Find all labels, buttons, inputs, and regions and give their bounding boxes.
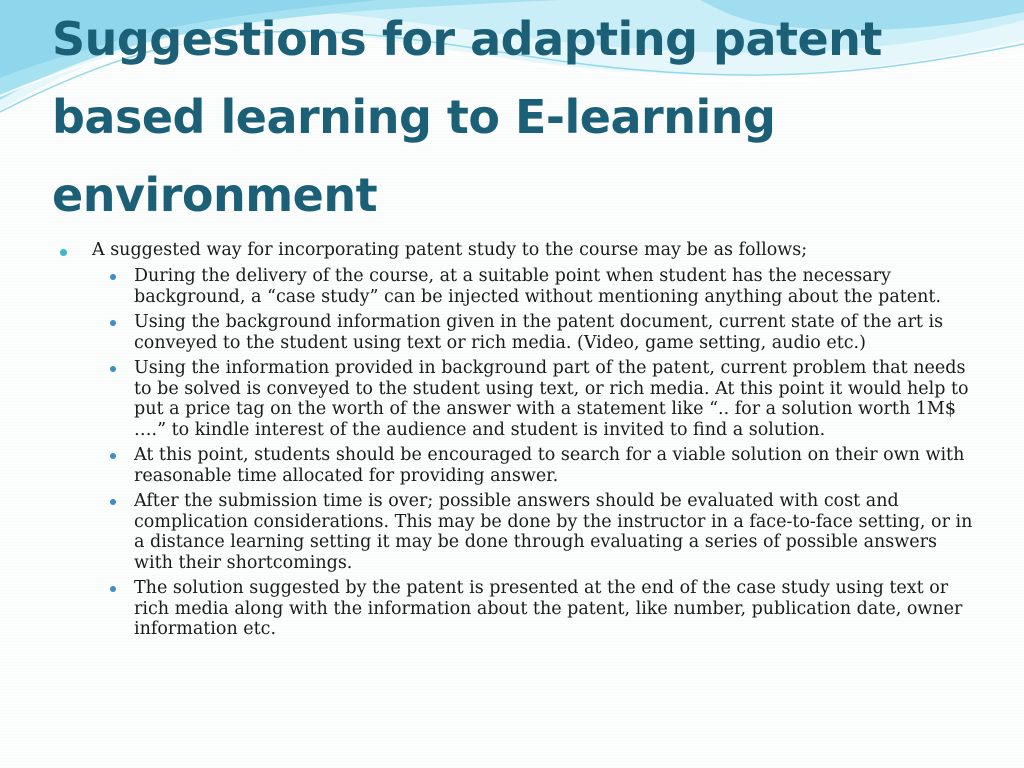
bullet-dot-icon [60, 249, 67, 256]
list-item [60, 445, 980, 486]
bullet-dot-icon [110, 586, 116, 592]
list-item [60, 312, 980, 353]
list-item [60, 491, 980, 573]
slide-body [60, 240, 980, 640]
list-item [60, 266, 980, 307]
list-item [60, 358, 980, 440]
list-item-text: After the submission time is over; possible answers should be evaluated with cost and complication considerations. This may be done by the instructor in a face-to-face setting, or in a distance learning setting it may be done through evaluating a series of possible answers with their shortcomings. [134, 491, 973, 573]
list-item-text: Using the background information given in the patent document, current state of the art is conveyed to the student using text or rich media. (Video, game setting, audio etc.) [134, 312, 944, 353]
list-item-text: The solution suggested by the patent is presented at the end of the case study using text or rich media along with the information about the patent, like number, publication date, owner information etc. [134, 578, 963, 639]
intro-text: A suggested way for incorporating patent study to the course may be as follows; [92, 240, 808, 260]
bullet-dot-icon [110, 453, 116, 459]
list-item-text: At this point, students should be encouraged to search for a viable solution on their own with reasonable time allocated for providing answer. [134, 445, 965, 486]
slide-title: Suggestions for adapting patent based learning to E-learning environment [52, 12, 882, 222]
list-item-text: Using the information provided in background part of the patent, current problem that needs to be solved is conveyed to the student using text, or rich media. At this point it would help to put a price tag on the worth of the answer with a statement like “.. for a solution worth 1M$ ….” to kindle interest of the audience and student is invited to find a solution. [134, 358, 969, 440]
sub-bullet-list [60, 266, 980, 640]
bullet-dot-icon [110, 499, 116, 505]
list-item-text: During the delivery of the course, at a suitable point when student has the necessary background, a “case study” can be injected without mentioning anything about the patent. [134, 266, 942, 307]
bullet-dot-icon [110, 320, 116, 326]
intro-bullet [60, 240, 980, 261]
list-item [60, 578, 980, 640]
bullet-dot-icon [110, 366, 116, 372]
bullet-dot-icon [110, 274, 116, 280]
